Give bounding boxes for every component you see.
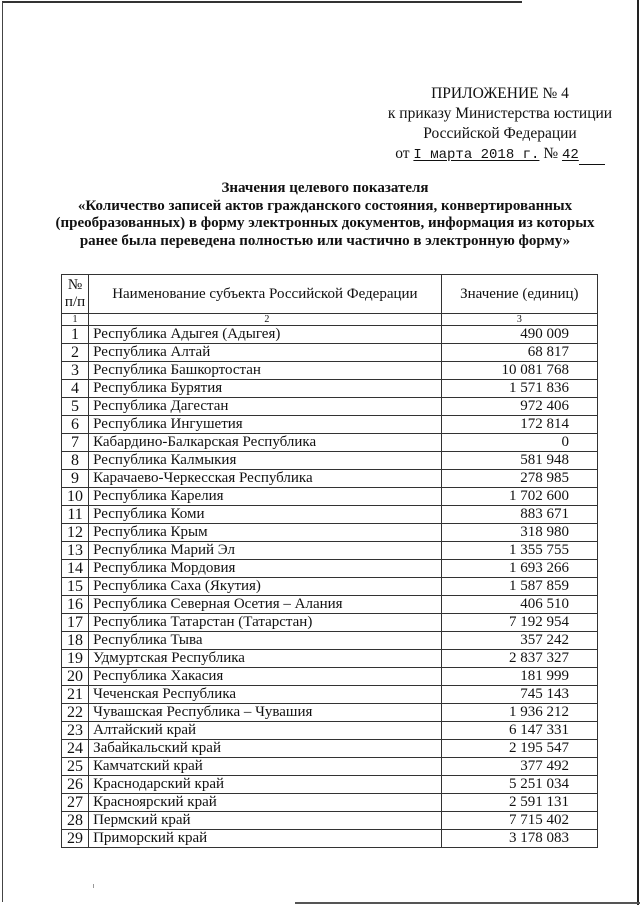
table-row xyxy=(62,488,598,506)
row-number: 11 xyxy=(62,506,89,524)
region-value: 883 671 xyxy=(441,506,597,524)
region-name: Республика Адыгея (Адыгея) xyxy=(89,326,442,344)
date-prefix: от xyxy=(395,145,410,162)
table-row xyxy=(62,776,598,794)
row-number: 4 xyxy=(62,380,89,398)
table-row xyxy=(62,344,598,362)
column-index: 3 xyxy=(441,314,597,326)
column-index-row xyxy=(62,314,598,326)
row-number: 19 xyxy=(62,650,89,668)
region-value: 377 492 xyxy=(441,758,597,776)
row-number: 26 xyxy=(62,776,89,794)
region-name: Республика Марий Эл xyxy=(89,542,442,560)
header-num: № п/п xyxy=(62,275,89,314)
region-name: Республика Тыва xyxy=(89,632,442,650)
region-name: Республика Калмыкия xyxy=(89,452,442,470)
region-name: Чеченская Республика xyxy=(89,686,442,704)
region-name: Чувашская Республика – Чувашия xyxy=(89,704,442,722)
table-row xyxy=(62,812,598,830)
table-row xyxy=(62,524,598,542)
region-value: 181 999 xyxy=(441,668,597,686)
region-value: 581 948 xyxy=(441,452,597,470)
row-number: 23 xyxy=(62,722,89,740)
row-number: 13 xyxy=(62,542,89,560)
row-number: 8 xyxy=(62,452,89,470)
row-number: 24 xyxy=(62,740,89,758)
row-number: 2 xyxy=(62,344,89,362)
region-name: Камчатский край xyxy=(89,758,442,776)
region-value: 3 178 083 xyxy=(441,830,597,848)
column-index: 2 xyxy=(89,314,442,326)
row-number: 20 xyxy=(62,668,89,686)
region-value: 406 510 xyxy=(441,596,597,614)
region-name: Республика Дагестан xyxy=(89,398,442,416)
table-row xyxy=(62,830,598,848)
table-row xyxy=(62,326,598,344)
row-number: 29 xyxy=(62,830,89,848)
document-title xyxy=(40,180,610,250)
row-number: 15 xyxy=(62,578,89,596)
number-label: № xyxy=(543,145,559,162)
region-value: 1 355 755 xyxy=(441,542,597,560)
table-row xyxy=(62,416,598,434)
header-name: Наименование субъекта Российской Федерации xyxy=(89,275,442,314)
table-header-row xyxy=(62,275,598,314)
row-number: 5 xyxy=(62,398,89,416)
region-value: 2 837 327 xyxy=(441,650,597,668)
title-line-3: (преобразованных) в форму электронных документов, информация из которых xyxy=(55,215,595,231)
table-row xyxy=(62,722,598,740)
scan-speck xyxy=(93,884,94,888)
row-number: 1 xyxy=(62,326,89,344)
table-row xyxy=(62,470,598,488)
region-name: Приморский край xyxy=(89,830,442,848)
row-number: 21 xyxy=(62,686,89,704)
title-line-4: ранее была переведена полностью или частично в электронную форму» xyxy=(79,232,571,249)
region-name: Республика Северная Осетия – Алания xyxy=(89,596,442,614)
table-row xyxy=(62,758,598,776)
row-number: 25 xyxy=(62,758,89,776)
region-value: 1 693 266 xyxy=(441,560,597,578)
table-row xyxy=(62,740,598,758)
scan-edge-right xyxy=(637,0,639,905)
region-value: 2 591 131 xyxy=(441,794,597,812)
region-value: 278 985 xyxy=(441,470,597,488)
region-value: 68 817 xyxy=(441,344,597,362)
row-number: 27 xyxy=(62,794,89,812)
table-row xyxy=(62,632,598,650)
column-index: 1 xyxy=(62,314,89,326)
table-row xyxy=(62,614,598,632)
region-name: Республика Ингушетия xyxy=(89,416,442,434)
row-number: 6 xyxy=(62,416,89,434)
region-name: Краснодарский край xyxy=(89,776,442,794)
row-number: 9 xyxy=(62,470,89,488)
region-name: Республика Хакасия xyxy=(89,668,442,686)
table-row xyxy=(62,506,598,524)
order-date: I марта 2018 г. xyxy=(413,147,540,163)
table-row xyxy=(62,668,598,686)
region-name: Республика Алтай xyxy=(89,344,442,362)
region-value: 7 715 402 xyxy=(441,812,597,830)
table-row xyxy=(62,434,598,452)
row-number: 16 xyxy=(62,596,89,614)
values-table xyxy=(61,274,598,848)
region-value: 745 143 xyxy=(441,686,597,704)
region-name: Республика Карелия xyxy=(89,488,442,506)
region-value: 5 251 034 xyxy=(441,776,597,794)
row-number: 12 xyxy=(62,524,89,542)
region-value: 6 147 331 xyxy=(441,722,597,740)
appendix-header xyxy=(380,84,620,165)
region-value: 1 587 859 xyxy=(441,578,597,596)
table-row xyxy=(62,560,598,578)
scan-edge-bottom xyxy=(295,902,640,904)
row-number: 10 xyxy=(62,488,89,506)
row-number: 17 xyxy=(62,614,89,632)
region-value: 972 406 xyxy=(441,398,597,416)
region-name: Республика Мордовия xyxy=(89,560,442,578)
region-value: 490 009 xyxy=(441,326,597,344)
region-name: Кабардино-Балкарская Республика xyxy=(89,434,442,452)
region-value: 1 936 212 xyxy=(441,704,597,722)
region-value: 318 980 xyxy=(441,524,597,542)
region-value: 357 242 xyxy=(441,632,597,650)
appendix-date-line xyxy=(380,144,620,165)
region-name: Республика Крым xyxy=(89,524,442,542)
table-row xyxy=(62,704,598,722)
row-number: 3 xyxy=(62,362,89,380)
region-value: 0 xyxy=(441,434,597,452)
table-row xyxy=(62,596,598,614)
row-number: 22 xyxy=(62,704,89,722)
table-body xyxy=(62,326,598,848)
header-value: Значение (единиц) xyxy=(441,275,597,314)
table-row xyxy=(62,650,598,668)
scan-edge-top xyxy=(2,1,522,3)
region-value: 2 195 547 xyxy=(441,740,597,758)
region-name: Республика Саха (Якутия) xyxy=(89,578,442,596)
region-name: Республика Башкортостан xyxy=(89,362,442,380)
region-name: Удмуртская Республика xyxy=(89,650,442,668)
table-row xyxy=(62,542,598,560)
row-number: 18 xyxy=(62,632,89,650)
region-value: 1 571 836 xyxy=(441,380,597,398)
region-value: 7 192 954 xyxy=(441,614,597,632)
row-number: 14 xyxy=(62,560,89,578)
region-name: Забайкальский край xyxy=(89,740,442,758)
row-number: 7 xyxy=(62,434,89,452)
region-name: Республика Татарстан (Татарстан) xyxy=(89,614,442,632)
order-number: 42 xyxy=(561,147,579,163)
table-row xyxy=(62,362,598,380)
region-value: 10 081 768 xyxy=(441,362,597,380)
row-number: 28 xyxy=(62,812,89,830)
appendix-title: ПРИЛОЖЕНИЕ № 4 xyxy=(431,85,569,102)
table-row xyxy=(62,794,598,812)
table-row xyxy=(62,686,598,704)
table-row xyxy=(62,452,598,470)
appendix-order-line: к приказу Министерства юстиции xyxy=(387,105,613,122)
region-name: Республика Коми xyxy=(89,506,442,524)
table-row xyxy=(62,578,598,596)
table-row xyxy=(62,380,598,398)
region-value: 1 702 600 xyxy=(441,488,597,506)
scan-edge-left xyxy=(2,2,3,902)
region-name: Пермский край xyxy=(89,812,442,830)
region-value: 172 814 xyxy=(441,416,597,434)
title-line-1: Значения целевого показателя xyxy=(221,180,429,196)
region-name: Алтайский край xyxy=(89,722,442,740)
appendix-ministry-line: Российской Федерации xyxy=(423,125,577,142)
region-name: Карачаево-Черкесская Республика xyxy=(89,470,442,488)
region-name: Республика Бурятия xyxy=(89,380,442,398)
region-name: Красноярский край xyxy=(89,794,442,812)
table-row xyxy=(62,398,598,416)
title-line-2: «Количество записей актов гражданского состояния, конвертированных xyxy=(77,197,573,214)
